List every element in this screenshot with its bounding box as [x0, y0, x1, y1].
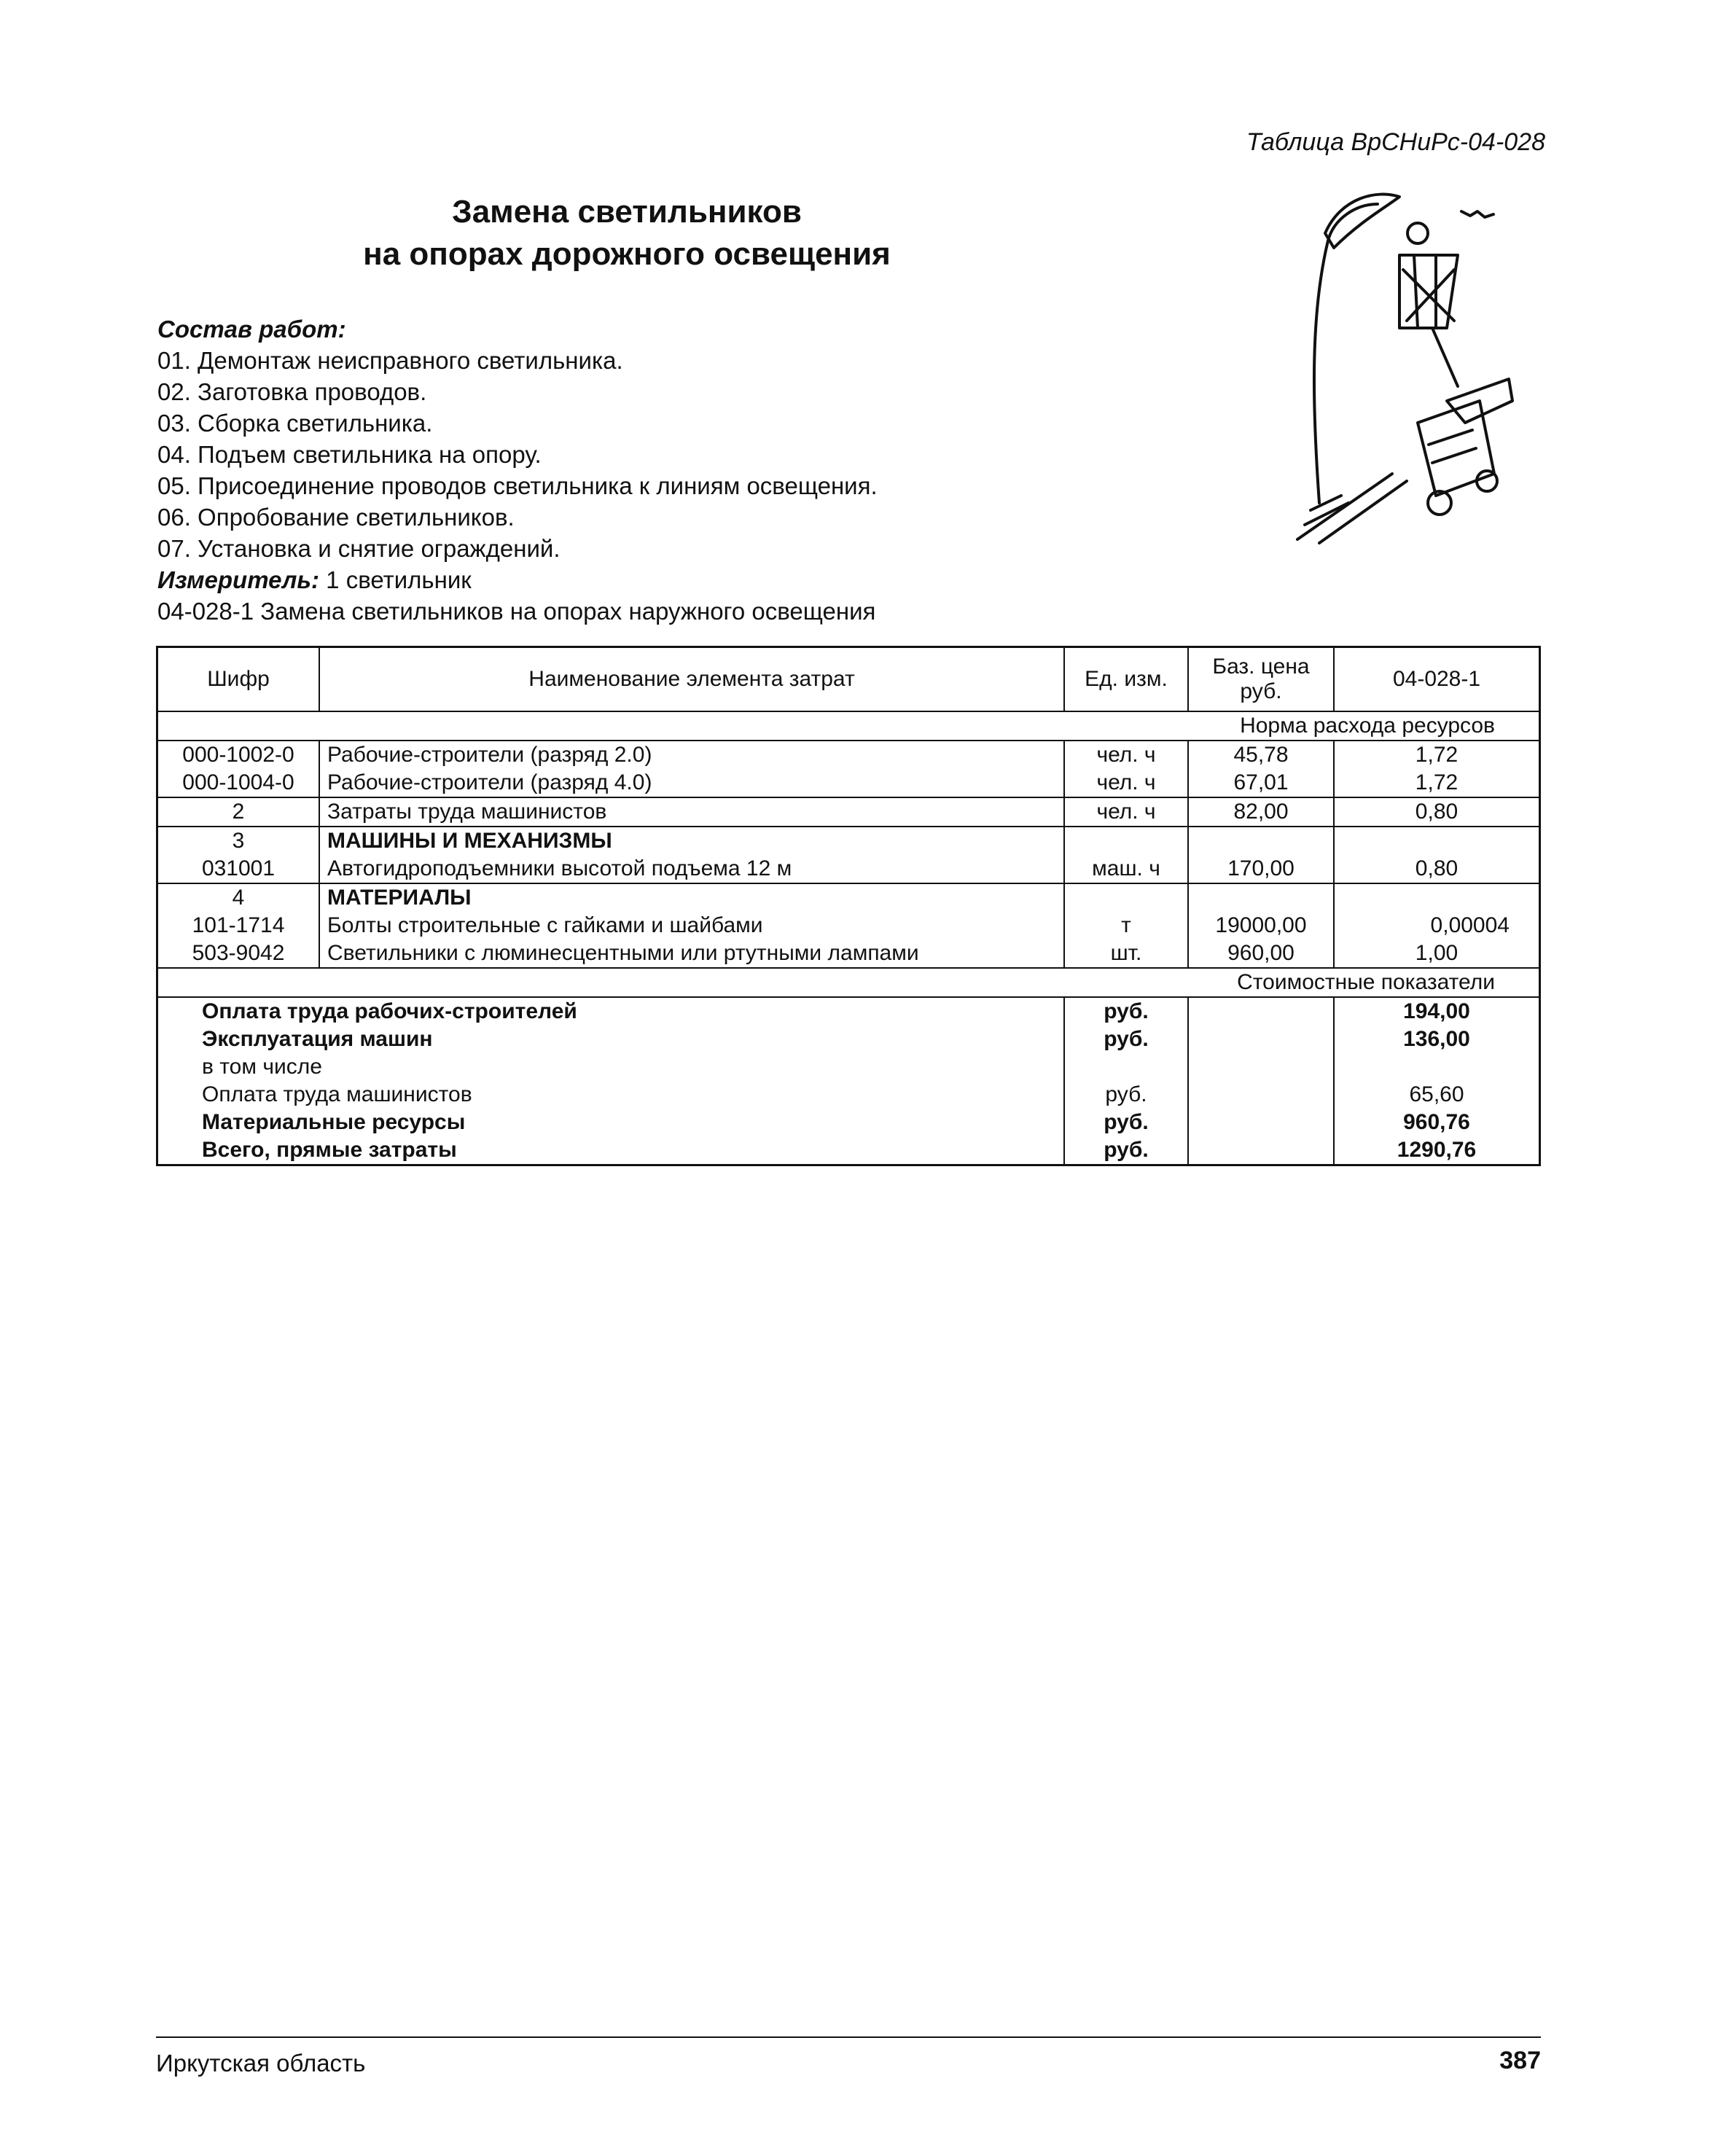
header-price-line1: Баз. цена: [1212, 655, 1310, 679]
work-composition: [157, 313, 878, 627]
cell-code: 031001: [157, 855, 320, 883]
summary-value: 194,00: [1334, 997, 1540, 1026]
summary-price: [1188, 1026, 1334, 1053]
cell-price: 67,01: [1188, 769, 1334, 797]
cell-value: 1,00: [1415, 941, 1458, 965]
header-price: [1188, 647, 1334, 712]
table-row: [157, 797, 1540, 827]
summary-row: [157, 1109, 1540, 1136]
cell-name: Рабочие-строители (разряд 4.0): [319, 769, 1064, 797]
cell-value: 1,72: [1415, 770, 1458, 794]
summary-value: 65,60: [1409, 1082, 1464, 1106]
summary-row: [157, 1026, 1540, 1053]
page-number: 387: [1499, 2047, 1541, 2074]
cell-code: 000-1002-0: [157, 741, 320, 769]
header-name: Наименование элемента затрат: [319, 647, 1064, 712]
cell-value: [1334, 827, 1540, 855]
summary-row: [157, 997, 1540, 1026]
page-title-line2: на опорах дорожного освещения: [363, 236, 891, 272]
operation-item: 03. Сборка светильника.: [157, 410, 433, 437]
summary-unit: руб.: [1064, 1026, 1188, 1053]
table-row: [157, 769, 1540, 797]
cell-name: Светильники с люминесцентными или ртутными лампами: [319, 940, 1064, 968]
summary-name: Эксплуатация машин: [157, 1026, 1065, 1053]
cell-price: [1188, 883, 1334, 912]
cell-unit: [1064, 827, 1188, 855]
cell-unit: шт.: [1064, 940, 1188, 968]
header-value: 04-028-1: [1334, 647, 1540, 712]
cell-unit: маш. ч: [1064, 855, 1188, 883]
cell-value: 0,00004: [1430, 913, 1510, 937]
table-row: [157, 912, 1540, 940]
summary-unit: руб.: [1064, 997, 1188, 1026]
table-row: [157, 827, 1540, 855]
cell-code: 2: [157, 797, 320, 827]
summary-unit: [1064, 1053, 1188, 1081]
cell-name: Болты строительные с гайками и шайбами: [319, 912, 1064, 940]
operation-item: 05. Присоединение проводов светильника к линиям освещения.: [157, 472, 878, 499]
summary-row: [157, 1081, 1540, 1109]
footer-region: Иркутская область: [156, 2050, 366, 2077]
operation-item: 04. Подъем светильника на опору.: [157, 441, 542, 468]
cell-code: 3: [157, 827, 320, 855]
header-code: Шифр: [157, 647, 320, 712]
table-header-row: [157, 647, 1540, 712]
summary-unit: руб.: [1064, 1136, 1188, 1165]
cell-value: 1,72: [1334, 741, 1540, 769]
cell-code: 000-1004-0: [157, 769, 320, 797]
cell-price: 170,00: [1188, 855, 1334, 883]
band-costs: Стоимостные показатели: [157, 968, 1540, 997]
summary-value: 1290,76: [1397, 1138, 1477, 1162]
cell-name: Автогидроподъемники высотой подъема 12 м: [319, 855, 1064, 883]
summary-price: [1188, 997, 1334, 1026]
cell-unit: чел. ч: [1064, 769, 1188, 797]
footer-divider: [156, 2036, 1541, 2038]
cell-code: 4: [157, 883, 320, 912]
band-norms: Норма расхода ресурсов: [157, 711, 1540, 741]
meter-line: [157, 564, 878, 595]
summary-value: 136,00: [1403, 1027, 1470, 1051]
cell-unit: т: [1064, 912, 1188, 940]
summary-price: [1188, 1109, 1334, 1136]
operation-item: 06. Опробование светильников.: [157, 504, 515, 531]
header-price-line2: руб.: [1240, 679, 1282, 703]
table-row: [157, 741, 1540, 769]
summary-price: [1188, 1081, 1334, 1109]
table-row: [157, 940, 1540, 968]
summary-name: Оплата труда рабочих-строителей: [157, 997, 1065, 1026]
page-title-line1: Замена светильников: [452, 194, 802, 230]
cell-value: [1334, 883, 1540, 912]
header-unit: Ед. изм.: [1064, 647, 1188, 712]
operation-item: 02. Заготовка проводов.: [157, 378, 427, 405]
summary-name: в том числе: [157, 1053, 1065, 1081]
cell-unit: чел. ч: [1064, 797, 1188, 827]
cell-value: 0,80: [1334, 797, 1540, 827]
meter-value: 1 светильник: [326, 566, 472, 593]
cell-price: 82,00: [1188, 797, 1334, 827]
cost-table: [156, 646, 1541, 1166]
summary-row: [157, 1053, 1540, 1081]
operation-item: 07. Установка и снятие ограждений.: [157, 535, 561, 562]
cell-value: 0,80: [1415, 856, 1458, 880]
cell-price: 19000,00: [1188, 912, 1334, 940]
summary-name: Материальные ресурсы: [157, 1109, 1065, 1136]
summary-value: 960,76: [1403, 1110, 1470, 1134]
cell-price: 960,00: [1188, 940, 1334, 968]
table-subtitle: 04-028-1 Замена светильников на опорах наружного освещения: [157, 598, 876, 625]
summary-name: Оплата труда машинистов: [157, 1081, 1065, 1109]
cell-name: МАТЕРИАЛЫ: [319, 883, 1064, 912]
operation-item: 01. Демонтаж неисправного светильника.: [157, 347, 623, 374]
cell-code: 503-9042: [157, 940, 320, 968]
meter-label: Измеритель:: [157, 566, 319, 593]
summary-row: [157, 1136, 1540, 1165]
cell-name: Рабочие-строители (разряд 2.0): [319, 741, 1064, 769]
lamp-replacement-illustration: [1290, 182, 1523, 547]
table-row: [157, 883, 1540, 912]
cell-price: 45,78: [1188, 741, 1334, 769]
work-composition-label: Состав работ:: [157, 316, 346, 343]
summary-unit: руб.: [1064, 1081, 1188, 1109]
cell-price: [1188, 827, 1334, 855]
cell-code: 101-1714: [157, 912, 320, 940]
cell-name: МАШИНЫ И МЕХАНИЗМЫ: [319, 827, 1064, 855]
table-row: [157, 855, 1540, 883]
summary-price: [1188, 1136, 1334, 1165]
cell-unit: чел. ч: [1064, 741, 1188, 769]
summary-value: [1334, 1053, 1540, 1081]
summary-price: [1188, 1053, 1334, 1081]
summary-unit: руб.: [1064, 1109, 1188, 1136]
table-reference: Таблица ВрСНиРс-04-028: [1246, 128, 1545, 156]
summary-name: Всего, прямые затраты: [157, 1136, 1065, 1165]
cell-unit: [1064, 883, 1188, 912]
cell-name: Затраты труда машинистов: [319, 797, 1064, 827]
